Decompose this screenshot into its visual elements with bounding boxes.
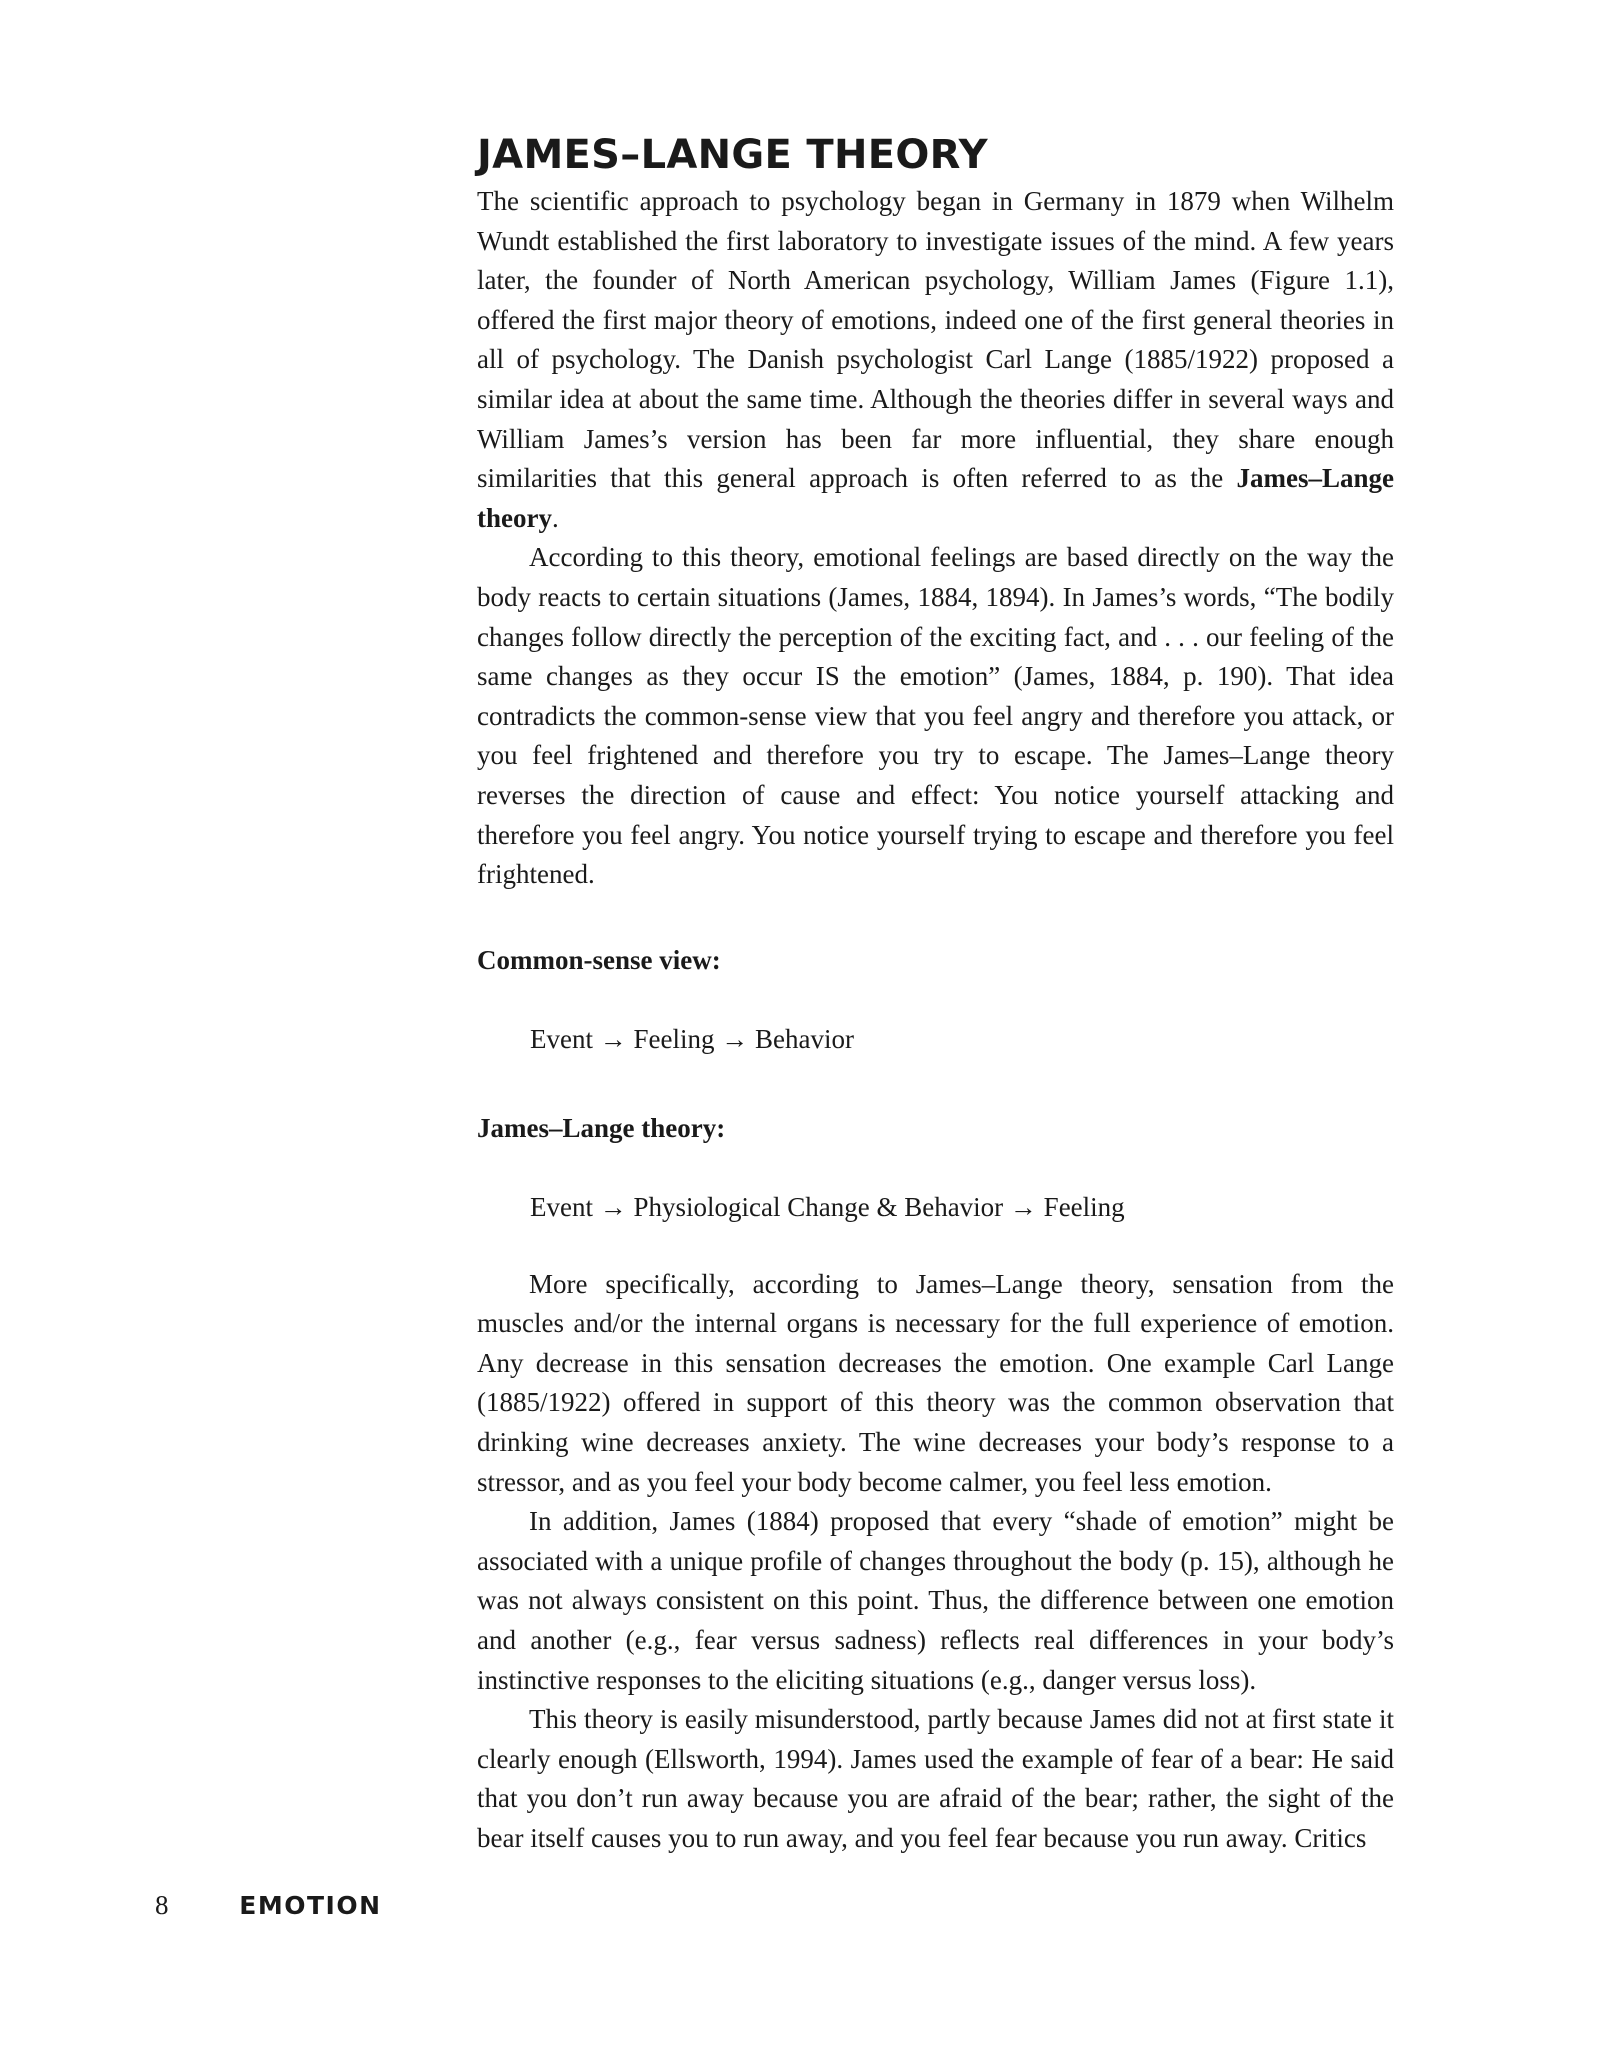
paragraph-1-end: . [551,502,559,533]
page-content [477,128,1394,1859]
page-footer [155,1887,382,1924]
body-text-top [477,182,1394,895]
paragraph-2: According to this theory, emotional feelings are based directly on the way the body reacts to certain situations (James, 1884, 1894). In James’s words, “The bodily changes follow directly the perception of the exciting fact, and . . . our feeling of the same changes as they occur IS the emotion” (James, 1884, p. 190). That idea contradicts the common-sense view that you feel angry and therefore you attack, or you feel frightened and therefore you try to escape. The James–Lange theory reverses the direction of cause and effect: You notice yourself attacking and therefore you feel angry. You notice yourself trying to escape and therefore you feel frightened. [477,542,1394,890]
paragraph-4: In addition, James (1884) proposed that every “shade of emotion” might be associated with a unique profile of changes throughout the body (p. 15), although he was not always consistent on this point. Thus, the difference between one emotion and another (e.g., fear versus sadness) reflects real differences in your body’s instinctive responses to the eliciting situations (e.g., danger versus loss). [477,1506,1394,1695]
james-lange-label: James–Lange theory: [477,1112,726,1143]
paragraph-3: More specifically, according to James–Lange theory, sensation from the muscles and/or the internal organs is necessary for the full experience of emotion. Any decrease in this sensation decreases the emotion. One example Carl Lange (1885/1922) offered in support of this theory was the common observation that drinking wine decreases anxiety. The wine decreases your body’s response to a stressor, and as you feel your body become calmer, you feel less emotion. [477,1268,1394,1497]
common-sense-flow: Event → Feeling → Behavior [530,1023,854,1054]
comparison-block [477,941,1394,1227]
section-title: JAMES–LANGE THEORY [477,132,988,178]
running-head: EMOTION [239,1891,382,1920]
common-sense-label: Common-sense view: [477,944,721,975]
body-text-bottom [477,1265,1394,1859]
paragraph-1 [477,182,1394,538]
key-term: James–Lange theory [477,463,1394,533]
paragraph-5: This theory is easily misunderstood, partly because James did not at first state it clearly enough (Ellsworth, 1994). James used the example of fear of a bear: He said that you don’t run away because you are afraid of the bear; rather, the sight of the bear itself causes you to run away, and you feel fear because you run away. Critics [477,1704,1394,1853]
paragraph-1-text: The scientific approach to psychology began in Germany in 1879 when Wilhelm Wundt established the first laboratory to investigate issues of the mind. A few years later, the founder of North American psychology, William James (Figure 1.1), offered the first major theory of emotions, indeed one of the first general theories in all of psychology. The Danish psychologist Carl Lange (1885/1922) proposed a similar idea at about the same time. Although the theories differ in several ways and William James’s version has been far more influential, they share enough similarities that this general approach is often referred to as the [477,186,1394,494]
james-lange-flow: Event → Physiological Change & Behavior → Feeling [530,1191,1125,1222]
page-number: 8 [155,1890,169,1920]
